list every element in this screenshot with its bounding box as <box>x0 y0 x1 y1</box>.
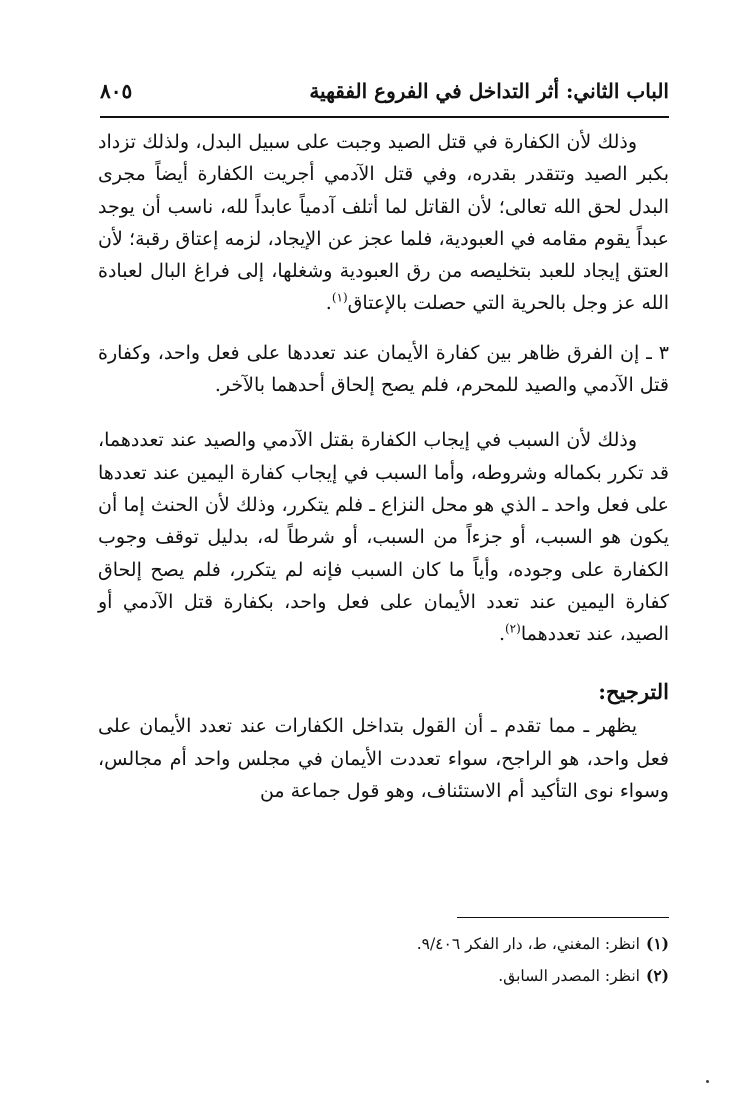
section-heading: الترجيح: <box>598 679 669 705</box>
header-title: الباب الثاني: أثر التداخل في الفروع الفقهية <box>309 79 669 103</box>
footnotes <box>98 928 669 992</box>
paragraph-3-text: وذلك لأن السبب في إيجاب الكفارة بقتل الآدمي والصيد عند تعددهما، قد تكرر بكماله وشروطه، وأما السبب في إيجاب كفارة اليمين عند تعددها على فعل واحد ـ الذي هو محل النزاع ـ فلم يتكرر، وذلك لأن الحنث إما أن يكون هو السبب، أو جزءاً من السبب، أو شرطاً له، بدليل توقف وجوب الكفارة على وجوده، وأياً ما كان السبب فإنه لم يتكرر، فلم يصح إلحاق كفارة اليمين عند تعدد الأيمان على فعل واحد، بكفارة قتل الآدمي أو الصيد، عند تعددهما <box>98 429 669 646</box>
paragraph-1-end: . <box>325 292 332 315</box>
paragraph-1 <box>98 126 669 320</box>
main-text <box>98 126 669 807</box>
paragraph-1-text: وذلك لأن الكفارة في قتل الصيد وجبت على سبيل البدل، ولذلك تزداد بكبر الصيد وتتقدر بقدره، وفي قتل الآدمي أجريت الكفارة أيضاً مجرى البدل لحق الله تعالى؛ لأن القاتل لما أتلف آدمياً عابداً لله، ناسب أن يوجد عبداً يقوم مقامه في العبودية، فلما عجز عن الإيجاد، لزمه إعتاق رقبة؛ لأن العتق إيجاد للعبد بتخليصه من رق العبودية وشغلها، إلى فراغ البال لعبادة الله عز وجل بالحرية التي حصلت بالإعتاق <box>98 131 669 315</box>
paragraph-2-text: ٣ ـ إن الفرق ظاهر بين كفارة الأيمان عند تعددها على فعل واحد، وكفارة قتل الآدمي والصيد للمحرم، فلم يصح إلحاق أحدهما بالآخر. <box>98 341 669 397</box>
footnote-ref-2: (٢) <box>504 621 521 636</box>
footnote-ref-1: (١) <box>331 291 348 306</box>
scan-speck <box>706 1080 709 1083</box>
footnote-1 <box>98 928 669 960</box>
footnote-1-marker: (١) <box>645 934 669 953</box>
running-header <box>100 66 669 118</box>
paragraph-3-end: . <box>498 623 505 646</box>
page-number: ٨٠٥ <box>100 79 133 103</box>
footnote-2-text: انظر: المصدر السابق. <box>498 967 640 985</box>
paragraph-2 <box>98 337 669 402</box>
footnote-1-text: انظر: المغني، ط، دار الفكر ٩/٤٠٦. <box>416 935 640 953</box>
footnote-2 <box>98 960 669 992</box>
paragraph-4-text: يظهر ـ مما تقدم ـ أن القول بتداخل الكفارات عند تعدد الأيمان على فعل واحد، هو الراجح، سواء تعددت الأيمان في مجلس واحد أم مجالس، وسواء نوى التأكيد أم الاستئناف، وهو قول جماعة من <box>98 715 669 803</box>
footnote-divider <box>457 917 669 918</box>
footnote-2-marker: (٢) <box>645 966 669 985</box>
paragraph-4 <box>98 710 669 807</box>
paragraph-3 <box>98 424 669 650</box>
